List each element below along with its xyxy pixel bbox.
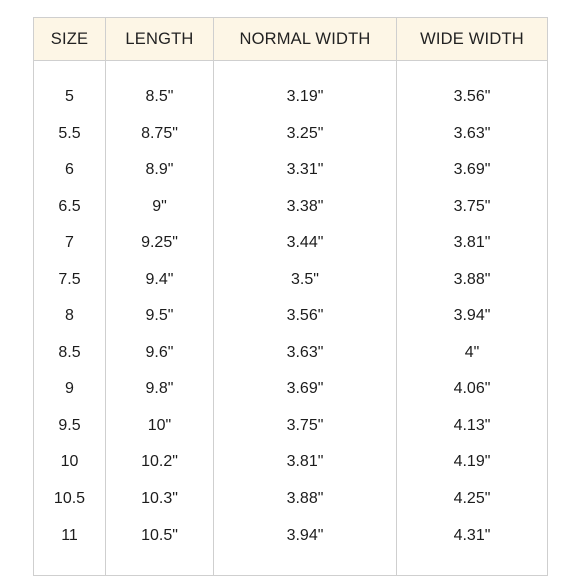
wide-width-cell: 3.69" [397, 152, 548, 189]
length-cell: 9.8" [106, 371, 214, 408]
header-normal-width: NORMAL WIDTH [214, 18, 397, 61]
wide-width-cell: 4.31" [397, 517, 548, 576]
normal-width-cell: 3.69" [214, 371, 397, 408]
size-cell: 6.5 [58, 197, 81, 215]
spacer-cell [397, 61, 548, 80]
wide-width-cell: 3.81" [397, 225, 548, 262]
table-row [34, 481, 548, 518]
wide-width-cell: 4" [397, 335, 548, 372]
length-cell: 10" [106, 408, 214, 445]
normal-width-cell: 3.31" [214, 152, 397, 189]
table-row [34, 408, 548, 445]
table-row [34, 79, 548, 116]
table-body [34, 61, 548, 576]
length-cell: 10.3" [106, 481, 214, 518]
length-cell: 10.2" [106, 444, 214, 481]
table-row [34, 335, 548, 372]
size-cell: 6 [65, 161, 74, 179]
size-cell: 10.5 [53, 489, 86, 507]
size-cell: 10 [60, 453, 79, 471]
normal-width-cell: 3.75" [214, 408, 397, 445]
header-wide-width: WIDE WIDTH [397, 18, 548, 61]
normal-width-cell: 3.94" [214, 517, 397, 576]
length-cell: 9.6" [106, 335, 214, 372]
table-row [34, 262, 548, 299]
size-chart-table [33, 17, 548, 576]
size-cell: 11 [61, 527, 78, 544]
spacer-cell [214, 61, 397, 80]
normal-width-cell: 3.56" [214, 298, 397, 335]
normal-width-cell: 3.81" [214, 444, 397, 481]
header-size: SIZE [34, 18, 106, 61]
normal-width-cell: 3.5" [214, 262, 397, 299]
normal-width-cell: 3.44" [214, 225, 397, 262]
table-row [34, 152, 548, 189]
table-row [34, 517, 548, 576]
normal-width-cell: 3.19" [214, 79, 397, 116]
size-cell: 9.5 [58, 416, 81, 434]
table-row [34, 189, 548, 226]
wide-width-cell: 4.06" [397, 371, 548, 408]
length-cell: 9.5" [106, 298, 214, 335]
size-cell: 8.5 [58, 343, 81, 361]
size-cell: 9 [65, 380, 74, 398]
table-row [34, 444, 548, 481]
length-cell: 9.4" [106, 262, 214, 299]
normal-width-cell: 3.38" [214, 189, 397, 226]
normal-width-cell: 3.25" [214, 116, 397, 153]
wide-width-cell: 3.63" [397, 116, 548, 153]
length-cell: 9" [106, 189, 214, 226]
wide-width-cell: 4.13" [397, 408, 548, 445]
spacer-cell [106, 61, 214, 80]
wide-width-cell: 3.88" [397, 262, 548, 299]
normal-width-cell: 3.88" [214, 481, 397, 518]
header-length: LENGTH [106, 18, 214, 61]
spacer-row [34, 61, 548, 80]
wide-width-cell: 4.25" [397, 481, 548, 518]
wide-width-cell: 3.75" [397, 189, 548, 226]
length-cell: 8.5" [106, 79, 214, 116]
normal-width-cell: 3.63" [214, 335, 397, 372]
table-row [34, 116, 548, 153]
wide-width-cell: 3.56" [397, 79, 548, 116]
table-row [34, 298, 548, 335]
table-row [34, 371, 548, 408]
spacer-cell [34, 61, 106, 80]
wide-width-cell: 3.94" [397, 298, 548, 335]
length-cell: 10.5" [106, 517, 214, 576]
size-cell: 5.5 [58, 124, 81, 142]
size-cell: 8 [65, 307, 74, 325]
size-cell: 7.5 [58, 270, 81, 288]
length-cell: 9.25" [106, 225, 214, 262]
size-cell: 7 [65, 234, 74, 252]
wide-width-cell: 4.19" [397, 444, 548, 481]
table-header [34, 18, 548, 61]
length-cell: 8.75" [106, 116, 214, 153]
length-cell: 8.9" [106, 152, 214, 189]
header-row [34, 18, 548, 61]
table-row [34, 225, 548, 262]
size-cell: 5 [65, 88, 74, 106]
